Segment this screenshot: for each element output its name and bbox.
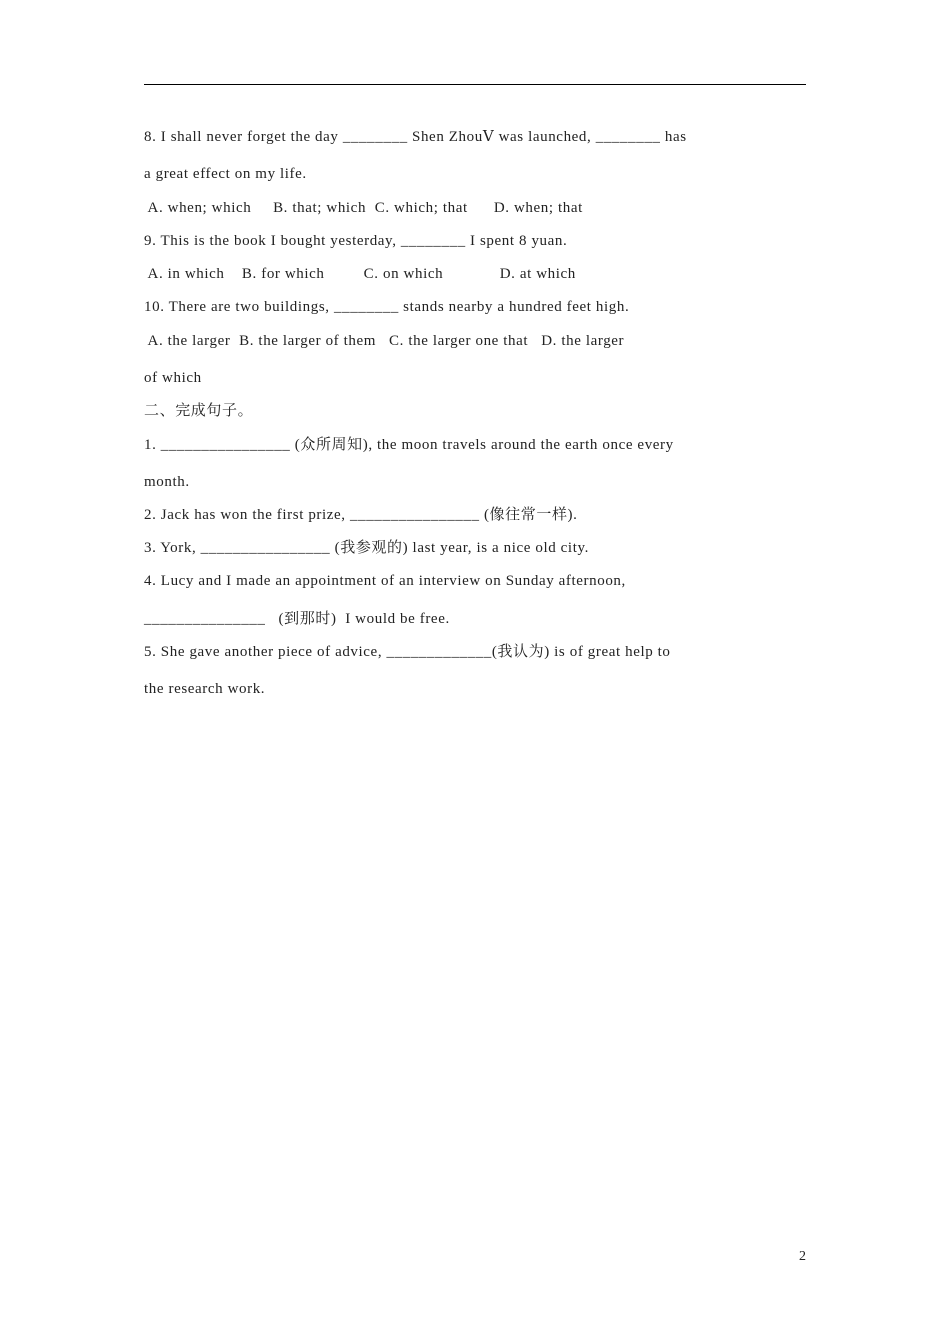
s4-line2: _______________ (到那时) I would be free. [144, 611, 450, 627]
section2-heading: 二、完成句子。 [144, 403, 254, 419]
q8-line2: a great effect on my life. [144, 166, 307, 182]
q9-line1: 9. This is the book I bought yesterday, ________ I spent 8 yuan. [144, 233, 568, 249]
q8-line1: 8. I shall never forget the day ________ Shen ZhouⅤ was launched, ________ has [144, 129, 687, 145]
s4-line1: 4. Lucy and I made an appointment of an interview on Sunday afternoon, [144, 573, 626, 589]
s2-line: 2. Jack has won the first prize, ________________ (像往常一样). [144, 507, 578, 523]
q8-options: A. when; which B. that; which C. which; that D. when; that [144, 200, 583, 216]
s1-line2: month. [144, 474, 190, 490]
q10-options: A. the larger B. the larger of them C. the larger one that D. the larger [144, 333, 625, 349]
header-rule [144, 84, 806, 85]
s1-line1: 1. ________________ (众所周知), the moon travels around the earth once every [144, 437, 674, 453]
s5-line1: 5. She gave another piece of advice, _____________(我认为) is of great help to [144, 644, 671, 660]
s5-line2: the research work. [144, 681, 266, 697]
q10-line3: of which [144, 370, 202, 386]
s3-line: 3. York, ________________ (我参观的) last year, is a nice old city. [144, 540, 589, 556]
q9-options: A. in which B. for which C. on which D. at which [144, 266, 576, 282]
page-number: 2 [799, 1249, 806, 1264]
q10-line1: 10. There are two buildings, ________ stands nearby a hundred feet high. [144, 299, 630, 315]
